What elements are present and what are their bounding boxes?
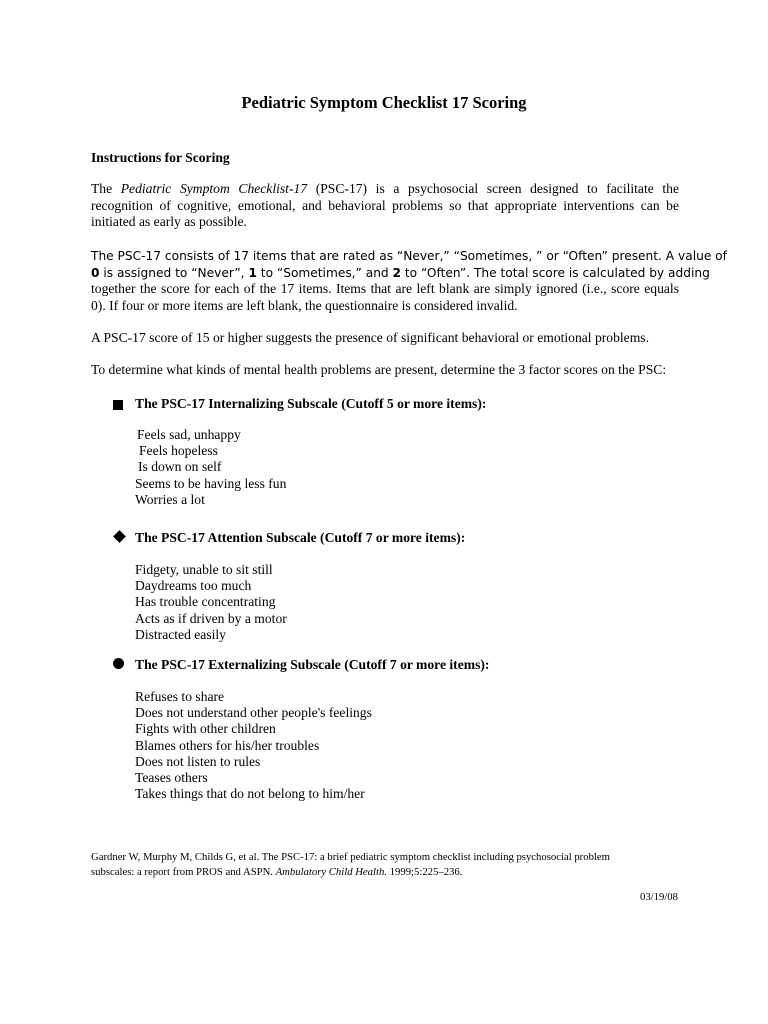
- internalizing-items: [135, 427, 286, 508]
- scoring-line-2: [91, 265, 710, 282]
- list-item: Seems to be having less fun: [135, 475, 287, 491]
- scoring-line-2-b: to “Sometimes,” and: [256, 265, 393, 280]
- instructions-heading: Instructions for Scoring: [91, 150, 230, 165]
- journal-name: Ambulatory Child Health.: [275, 865, 387, 878]
- intro-paragraph: [91, 181, 679, 231]
- list-item: Worries a lot: [135, 491, 205, 507]
- checklist-name: Pediatric Symptom Checklist-17: [120, 181, 308, 196]
- intro-line-2: recognition of cognitive, emotional, and behavioral problems so that appropriate interventions can be: [91, 197, 679, 213]
- list-item: Acts as if driven by a motor: [135, 610, 287, 626]
- citation-line-2-b: 1999;5:225–236.: [386, 865, 463, 878]
- attention-label: The PSC-17 Attention Subscale (Cutoff 7 or more items):: [135, 530, 466, 545]
- scoring-line-3: together the score for each of the 17 items. Items that are left blank are simply ignored (i.e., score equals: [91, 281, 679, 296]
- list-item: Daydreams too much: [135, 578, 252, 594]
- intro-line-1-rest: (PSC-17) is a psychosocial screen designed to facilitate the: [315, 181, 679, 196]
- scoring-paragraph: [91, 248, 727, 314]
- list-item: Refuses to share: [135, 689, 225, 704]
- scoring-line-4: 0). If four or more items are left blank, the questionnaire is considered invalid.: [91, 297, 518, 313]
- citation-line-2-a: subscales: a report from PROS and ASPN.: [91, 865, 276, 878]
- page-title: Pediatric Symptom Checklist 17 Scoring: [241, 93, 527, 112]
- value-two: 2: [392, 265, 402, 280]
- list-item: Distracted easily: [135, 626, 226, 642]
- square-bullet-icon: [113, 400, 123, 410]
- diamond-bullet-icon: [113, 530, 126, 543]
- externalizing-label: The PSC-17 Externalizing Subscale (Cutoff 7 or more items):: [135, 657, 490, 672]
- citation-line-2: [91, 865, 691, 880]
- scoring-line-2-c: to “Often”. The total score is calculated by adding: [401, 265, 710, 280]
- list-item: Takes things that do not belong to him/her: [135, 786, 365, 802]
- list-item: Feels hopeless: [139, 443, 218, 459]
- list-item: Does not understand other people's feelings: [135, 705, 372, 721]
- value-zero: 0: [91, 265, 100, 280]
- list-item: Does not listen to rules: [135, 753, 261, 769]
- attention-items: [135, 562, 287, 643]
- internalizing-label: The PSC-17 Internalizing Subscale (Cutoff 5 or more items):: [135, 396, 487, 411]
- intro-the: The: [91, 181, 113, 196]
- list-item: Fights with other children: [135, 721, 276, 737]
- scoring-line-2-a: is assigned to “Never”,: [99, 265, 249, 280]
- citation-line-1: Gardner W, Murphy M, Childs G, et al. The PSC-17: a brief pediatric symptom checklist including psychosocial problem: [91, 851, 610, 863]
- list-item: Teases others: [135, 770, 208, 786]
- list-item: Is down on self: [138, 459, 222, 475]
- circle-bullet-icon: [113, 658, 124, 669]
- externalizing-items: [135, 689, 372, 802]
- value-one: 1: [248, 265, 257, 280]
- list-item: Feels sad, unhappy: [137, 427, 241, 442]
- intro-line-3: initiated as early as possible.: [91, 214, 247, 229]
- list-item: Blames others for his/her troubles: [135, 737, 320, 753]
- factor-text: To determine what kinds of mental health problems are present, determine the 3 factor scores on the PSC:: [91, 362, 667, 377]
- cutoff-text: A PSC-17 score of 15 or higher suggests the presence of significant behavioral or emotional problems.: [91, 330, 649, 345]
- list-item: Has trouble concentrating: [135, 594, 276, 610]
- document-date: 03/19/08: [639, 891, 678, 903]
- citation: [91, 850, 691, 879]
- scoring-line-1: The PSC-17 consists of 17 items that are rated as “Never,” “Sometimes, ” or “Often” present. A value of: [91, 249, 727, 263]
- intro-line-1: [91, 181, 679, 198]
- list-item: Fidgety, unable to sit still: [135, 562, 273, 577]
